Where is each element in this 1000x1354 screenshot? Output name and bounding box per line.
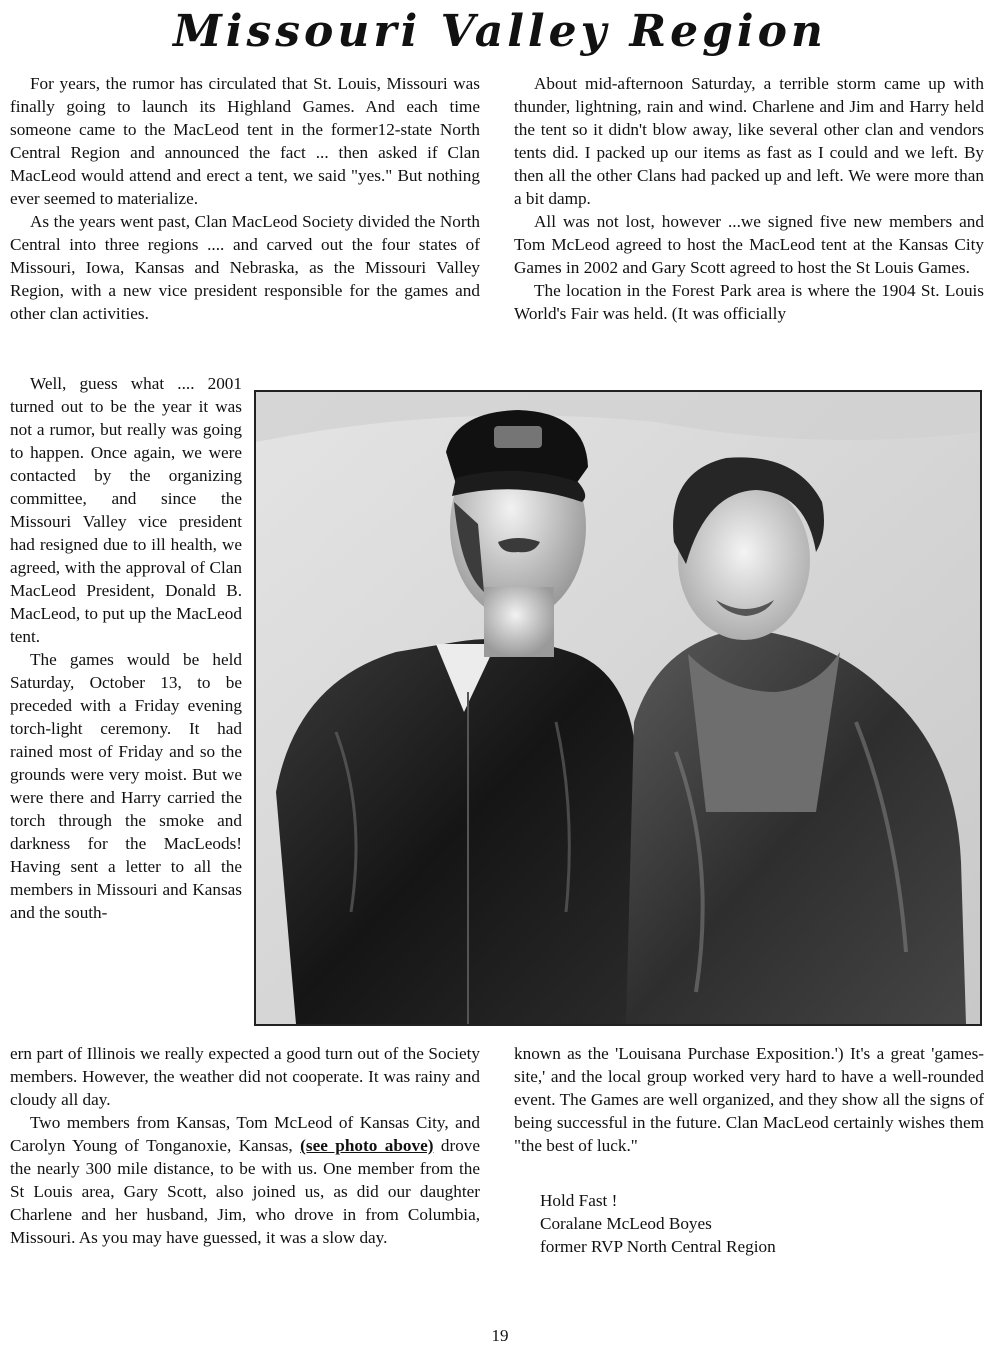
paragraph bbox=[10, 1111, 480, 1249]
photo-reference-link[interactable]: (see photo above) bbox=[300, 1136, 434, 1155]
signature-name: Coralane McLeod Boyes bbox=[540, 1214, 712, 1233]
page-number: 19 bbox=[491, 1326, 509, 1345]
paragraph-text: Two members from Kansas, Tom McLeod of Kansas City, and Carolyn Young of Tonganoxie, Kansas, bbox=[10, 1113, 480, 1155]
article-column-right-top bbox=[514, 72, 984, 325]
article-column-left-bottom bbox=[10, 1042, 480, 1249]
paragraph: The location in the Forest Park area is where the 1904 St. Louis World's Fair was held. (It was officially bbox=[514, 281, 984, 323]
paragraph: Well, guess what .... 2001 turned out to be the year it was not a rumor, but really was going to happen. Once again, we were contacted by the organizing committee, and since the Missouri Valley vice president had resigned due to ill health, we agreed, with the approval of Clan MacLeod President, Donald B. MacLeod, to put up the MacLeod tent. bbox=[10, 374, 242, 646]
paragraph: ern part of Illinois we really expected a good turn out of the Society members. However, the weather did not cooperate. It was rainy and cloudy all day. bbox=[10, 1044, 480, 1109]
paragraph-text: drove the nearly 300 mile distance, to be with us. One member from the St Louis area, Gary Scott, also joined us, as did our daughter Charlene and her husband, Jim, who drove in from Columbia, Missouri. As you may have guessed, it was a slow day. bbox=[10, 1136, 481, 1247]
signature-closing: Hold Fast ! bbox=[540, 1191, 618, 1210]
paragraph: As the years went past, Clan MacLeod Society divided the North Central into three regions .... and carved out the four states of Missouri, Iowa, Kansas and Nebraska, as the Missouri Valley Region, with a new vice president responsible for the games and other clan activities. bbox=[10, 212, 480, 323]
photo-two-members bbox=[254, 390, 982, 1026]
signature-role: former RVP North Central Region bbox=[540, 1237, 776, 1256]
article-column-right-bottom bbox=[514, 1042, 984, 1258]
paragraph: known as the 'Louisana Purchase Exposition.') It's a great 'games-site,' and the local group worked very hard to have a well-rounded event. The Games are well organized, and they show all the signs of being successful in the future. Clan MacLeod certainly wishes them "the best of luck." bbox=[514, 1044, 984, 1155]
signature-block bbox=[514, 1189, 984, 1258]
article-column-left-narrow bbox=[10, 372, 242, 924]
paragraph: All was not lost, however ...we signed five new members and Tom McLeod agreed to host the MacLeod tent at the Kansas City Games in 2002 and Gary Scott agreed to host the St Louis Games. bbox=[514, 212, 984, 277]
paragraph: For years, the rumor has circulated that St. Louis, Missouri was finally going to launch its Highland Games. And each time someone came to the MacLeod tent in the former12-state North Central Region and announced the fact ... then asked if Clan MacLeod would attend and erect a tent, we said "yes." But nothing ever seemed to materialize. bbox=[10, 74, 480, 208]
paragraph: About mid-afternoon Saturday, a terrible storm came up with thunder, lightning, rain and wind. Charlene and Jim and Harry held the tent so it didn't blow away, like several other clan and vendors tents did. I packed up our items as fast as I could and we left. By then all the other Clans had packed up and left. We were more than a bit damp. bbox=[514, 74, 984, 208]
paragraph: The games would be held Saturday, October 13, to be preceded with a Friday evening torch-light ceremony. It had rained most of Friday and so the grounds were very moist. But we were there and Harry carried the torch through the smoke and darkness for the MacLeods! Having sent a letter to all the members in Missouri and Kansas and the south- bbox=[10, 650, 242, 922]
page-title: Missouri Valley Region bbox=[173, 6, 827, 57]
article-column-left-top bbox=[10, 72, 480, 325]
